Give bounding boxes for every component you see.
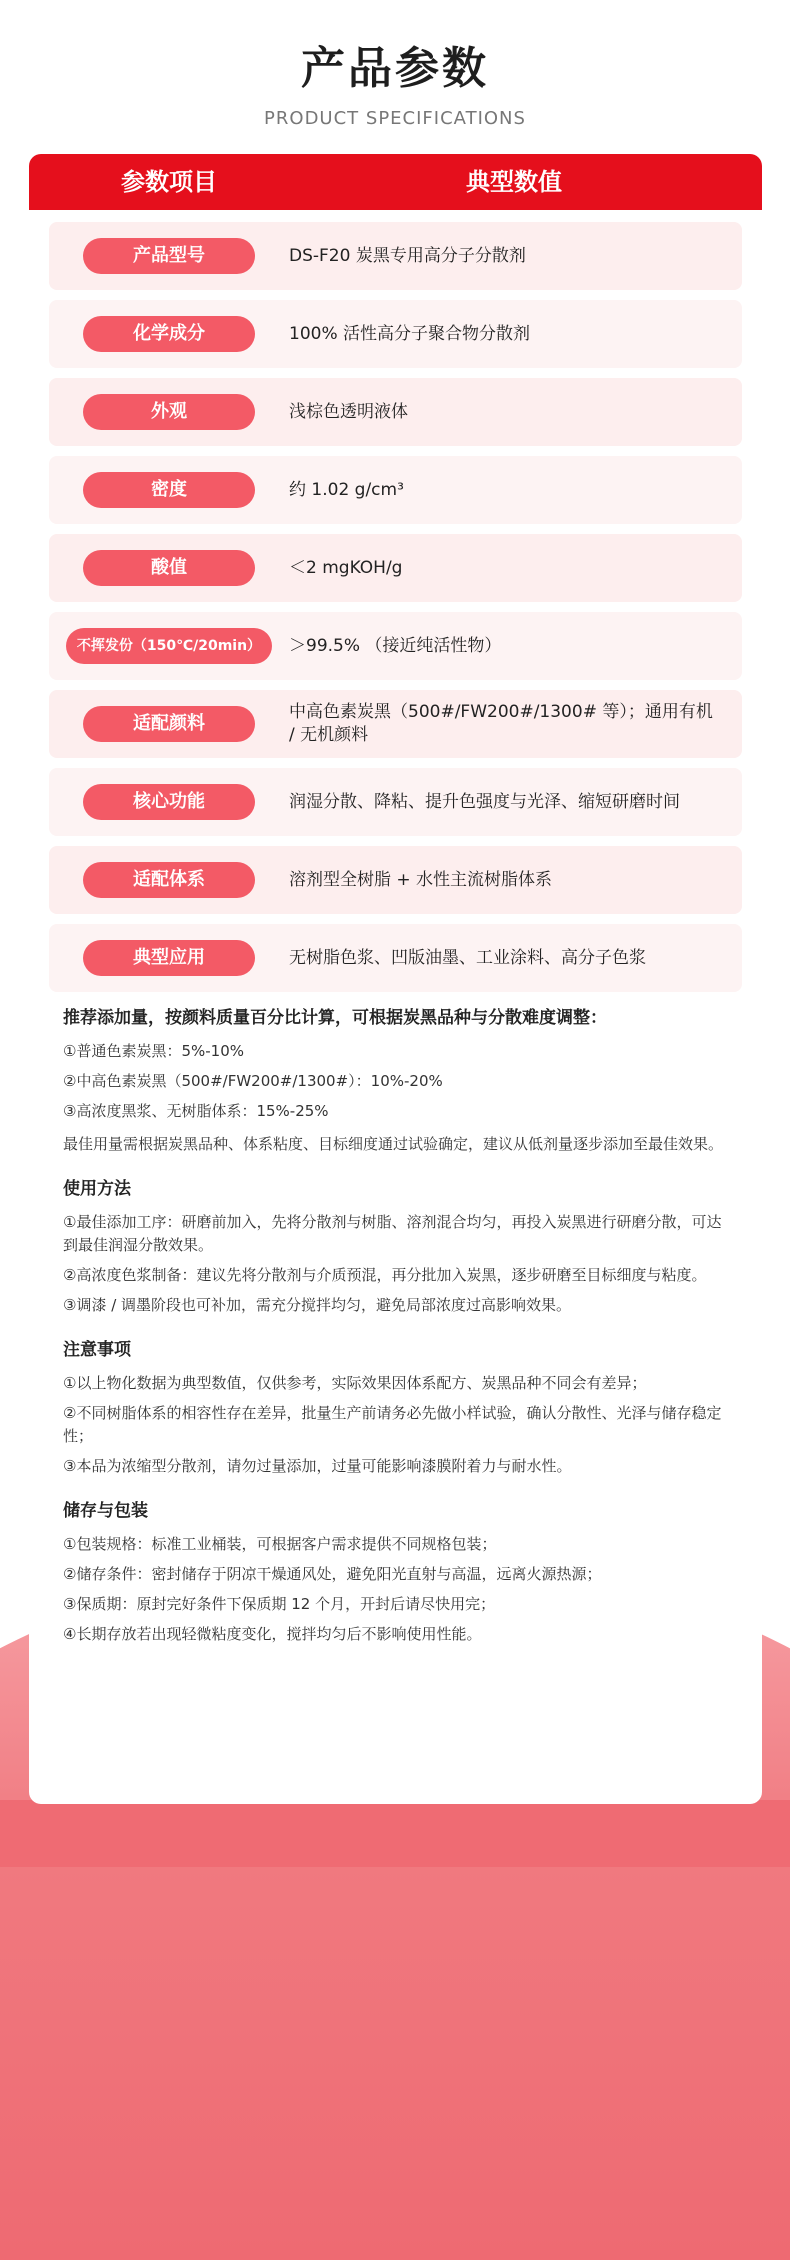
- spec-row-systems: [49, 846, 742, 914]
- column-header-parameter: 参数项目: [121, 168, 217, 196]
- spec-table: [29, 210, 762, 992]
- storage-item: ④长期存放若出现轻微粘度变化，搅拌均匀后不影响使用性能。: [63, 1625, 482, 1643]
- spec-value: ＜2 mgKOH/g: [289, 557, 403, 578]
- storage-item: ①包装规格：标准工业桶装，可根据客户需求提供不同规格包装；: [63, 1535, 497, 1553]
- dosage-note: 最佳用量需根据炭黑品种、体系粘度、目标细度通过试验确定，建议从低剂量逐步添加至最佳效果。: [63, 1135, 724, 1153]
- spec-label: 典型应用: [83, 940, 255, 976]
- spec-row-acid-value: [49, 534, 742, 602]
- dosage-item: ②中高色素炭黑（500#/FW200#/1300#）：10%-20%: [63, 1072, 443, 1090]
- spec-label: 密度: [83, 472, 255, 508]
- page-header: [0, 0, 790, 130]
- spec-value: 溶剂型全树脂 + 水性主流树脂体系: [289, 869, 553, 890]
- spec-row-pigments: [49, 690, 742, 758]
- spec-row-nonvolatile: [49, 612, 742, 680]
- storage-item: ②储存条件：密封储存于阴凉干燥通风处，避免阳光直射与高温，远离火源热源；: [63, 1565, 602, 1583]
- spec-label: 化学成分: [83, 316, 255, 352]
- background-footer: [0, 1800, 790, 1867]
- spec-row-appearance: [49, 378, 742, 446]
- page-title: 产品参数: [301, 43, 489, 94]
- spec-row-density: [49, 456, 742, 524]
- spec-value: 润湿分散、降粘、提升色强度与光泽、缩短研磨时间: [289, 791, 680, 812]
- dosage-item: ①普通色素炭黑：5%-10%: [63, 1042, 244, 1060]
- usage-item: ②高浓度色浆制备：建议先将分散剂与介质预混，再分批加入炭黑，逐步研磨至目标细度与粘度。: [63, 1266, 707, 1284]
- spec-value: 浅棕色透明液体: [289, 401, 408, 422]
- storage-item: ③保质期：原封完好条件下保质期 12 个月，开封后请尽快用完；: [63, 1595, 496, 1613]
- caution-item: ②不同树脂体系的相容性存在差异，批量生产前请务必先做小样试验，确认分散性、光泽与储存稳定性；: [63, 1404, 722, 1445]
- column-header-value: 典型数值: [466, 168, 562, 196]
- dosage-title: 推荐添加量，按颜料质量百分比计算，可根据炭黑品种与分散难度调整：: [63, 1008, 607, 1028]
- spec-value: 100% 活性高分子聚合物分散剂: [289, 323, 531, 344]
- spec-row-composition: [49, 300, 742, 368]
- caution-item: ①以上物化数据为典型数值，仅供参考，实际效果因体系配方、炭黑品种不同会有差异；: [63, 1374, 647, 1392]
- spec-row-function: [49, 768, 742, 836]
- dosage-item: ③高浓度黑浆、无树脂体系：15%-25%: [63, 1102, 329, 1120]
- spec-card: [29, 154, 762, 1804]
- table-header: [29, 154, 762, 210]
- spec-row-applications: [49, 924, 742, 992]
- usage-title: 使用方法: [63, 1179, 131, 1199]
- spec-value: DS-F20 炭黑专用高分子分散剂: [289, 245, 526, 266]
- spec-label: 外观: [83, 394, 255, 430]
- usage-item: ③调漆 / 调墨阶段也可补加，需充分搅拌均匀，避免局部浓度过高影响效果。: [63, 1296, 572, 1314]
- caution-item: ③本品为浓缩型分散剂，请勿过量添加，过量可能影响漆膜附着力与耐水性。: [63, 1457, 572, 1475]
- page-subtitle: PRODUCT SPECIFICATIONS: [264, 108, 526, 129]
- spec-label: 适配体系: [83, 862, 255, 898]
- spec-value: ＞99.5% （接近纯活性物）: [289, 635, 502, 656]
- spec-label: 核心功能: [83, 784, 255, 820]
- notes-section: [29, 1006, 762, 1646]
- spec-label: 酸值: [83, 550, 255, 586]
- spec-value: 中高色素炭黑（500#/FW200#/1300# 等）；通用有机 / 无机颜料: [289, 702, 713, 745]
- spec-label: 适配颜料: [83, 706, 255, 742]
- spec-label: 不挥发份（150℃/20min）: [66, 628, 272, 664]
- spec-value: 约 1.02 g/cm³: [289, 479, 404, 500]
- usage-item: ①最佳添加工序：研磨前加入，先将分散剂与树脂、溶剂混合均匀，再投入炭黑进行研磨分散，可达到最佳润湿分散效果。: [63, 1213, 722, 1254]
- storage-title: 储存与包装: [63, 1501, 148, 1521]
- spec-label: 产品型号: [83, 238, 255, 274]
- spec-value: 无树脂色浆、凹版油墨、工业涂料、高分子色浆: [289, 947, 646, 968]
- spec-row-model: [49, 222, 742, 290]
- cautions-title: 注意事项: [63, 1340, 131, 1360]
